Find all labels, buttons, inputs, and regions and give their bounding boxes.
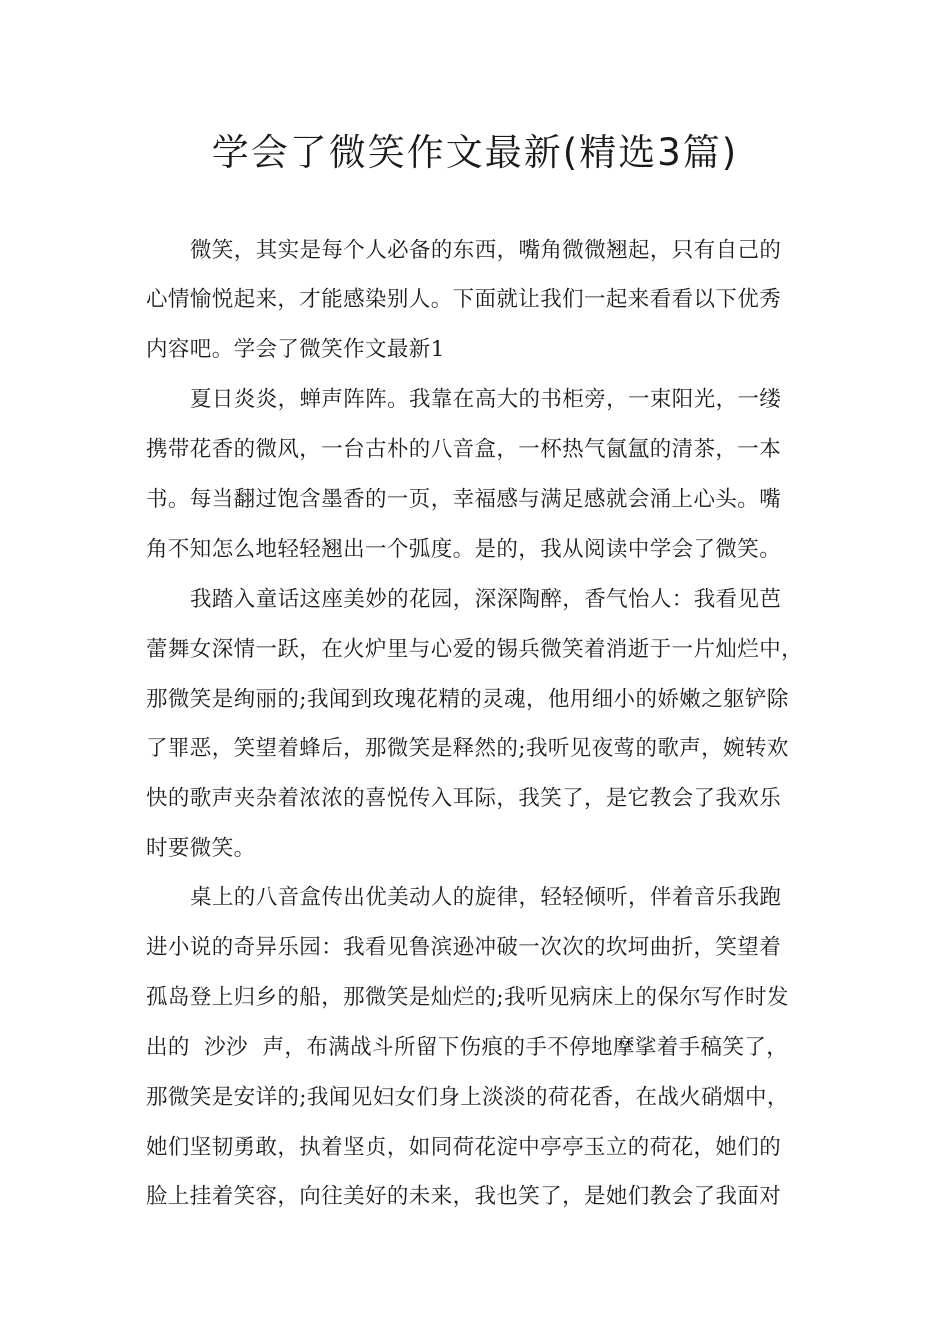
paragraph-4-line-6: 她们坚韧勇敢，执着坚贞，如同荷花淀中亭亭玉立的荷花，她们的 xyxy=(146,1135,782,1160)
paragraph-3-line-3: 那微笑是绚丽的;我闻到玫瑰花精的灵魂，他用细小的娇嫩之躯铲除 xyxy=(146,687,789,712)
paragraph-1-line-1: 微笑，其实是每个人必备的东西，嘴角微微翘起，只有自己的 xyxy=(190,238,782,263)
paragraph-3-line-4: 了罪恶，笑望着蜂后，那微笑是释然的;我听见夜莺的歌声，婉转欢 xyxy=(146,736,789,761)
paragraph-2-line-2: 携带花香的微风，一台古朴的八音盒，一杯热气氤氲的清茶，一本 xyxy=(146,437,782,462)
paragraph-3-line-6: 时要微笑。 xyxy=(146,836,256,861)
paragraph-3-line-1: 我踏入童话这座美妙的花园，深深陶醉，香气怡人：我看见芭 xyxy=(190,587,782,612)
paragraph-4-line-2: 进小说的奇异乐园：我看见鲁滨逊冲破一次次的坎坷曲折，笑望着 xyxy=(146,935,782,960)
paragraph-3-line-5: 快的歌声夹杂着浓浓的喜悦传入耳际，我笑了，是它教会了我欢乐 xyxy=(146,786,782,811)
paragraph-4-line-3: 孤岛登上归乡的船，那微笑是灿烂的;我听见病床上的保尔写作时发 xyxy=(146,985,789,1010)
paragraph-4-line-1: 桌上的八音盒传出优美动人的旋律，轻轻倾听，伴着音乐我跑 xyxy=(190,885,782,910)
paragraph-4-line-4: 出的 沙沙 声，布满战斗所留下伤痕的手不停地摩挲着手稿笑了， xyxy=(146,1035,789,1060)
paragraph-3-line-2: 蕾舞女深情一跃，在火炉里与心爱的锡兵微笑着消逝于一片灿烂中， xyxy=(146,637,804,662)
paragraph-2-line-4: 角不知怎么地轻轻翘出一个弧度。是的，我从阅读中学会了微笑。 xyxy=(146,537,782,562)
paragraph-4-line-5: 那微笑是安详的;我闻见妇女们身上淡淡的荷花香，在战火硝烟中， xyxy=(146,1085,789,1110)
paragraph-2-line-3: 书。每当翻过饱含墨香的一页，幸福感与满足感就会涌上心头。嘴 xyxy=(146,487,782,512)
paragraph-4-line-7: 脸上挂着笑容，向往美好的未来，我也笑了，是她们教会了我面对 xyxy=(146,1184,782,1209)
paragraph-1-line-3: 内容吧。学会了微笑作文最新1 xyxy=(146,337,445,362)
document-title: 学会了微笑作文最新(精选3篇) xyxy=(211,131,739,174)
paragraph-2-line-1: 夏日炎炎，蝉声阵阵。我靠在高大的书柜旁，一束阳光，一缕 xyxy=(190,387,782,412)
paragraph-1-line-2: 心情愉悦起来，才能感染别人。下面就让我们一起来看看以下优秀 xyxy=(146,287,782,312)
